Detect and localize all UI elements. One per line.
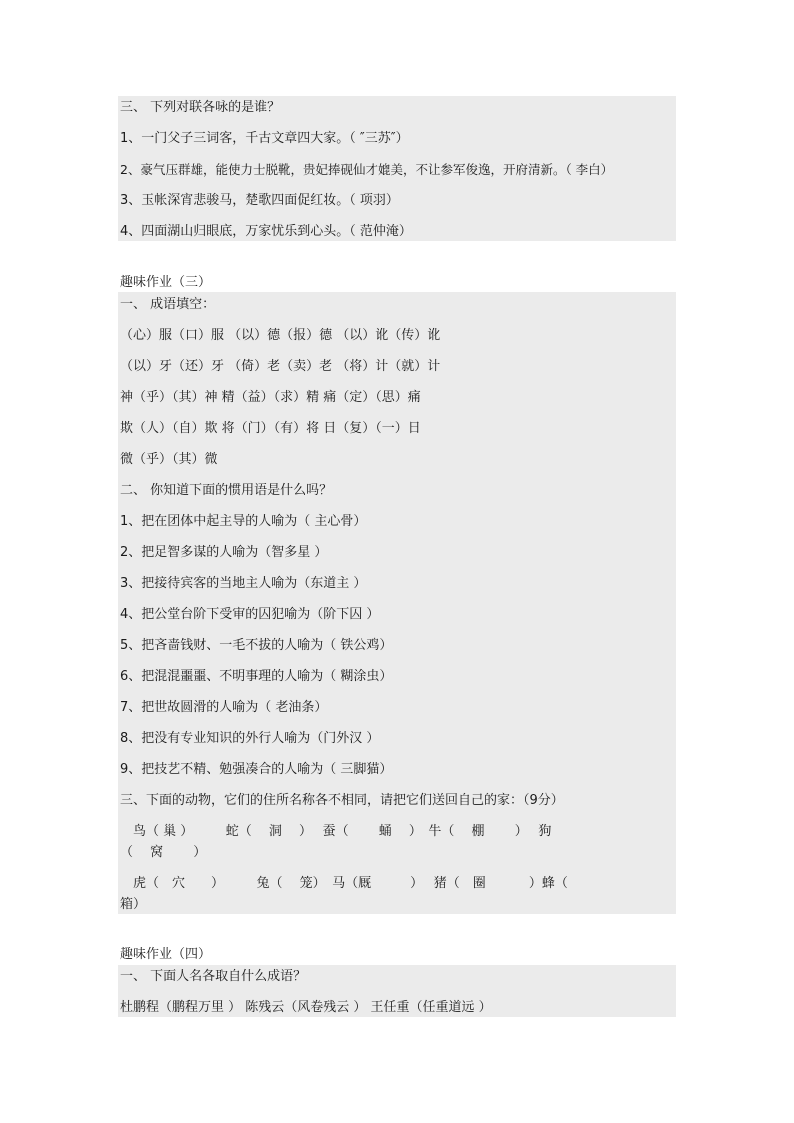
phrase-item: 3、把接待宾客的当地主人喻为（东道主 ） — [120, 576, 367, 591]
animals-section-title: 三、下面的动物，它们的住所名称各不相同，请把它们送回自己的家：（9分） — [120, 793, 564, 808]
animals-row-1-cont: （ 窝 ） — [120, 845, 207, 860]
names-section-title: 一、 下面人名各取自什么成语？ — [120, 969, 307, 984]
idiom-row: 欺（人）（自）欺 将（门）（有）将 日（复）（一）日 — [120, 421, 421, 436]
idiom-row: （以）牙（还）牙 （倚）老（卖）老 （将）计（就）计 — [120, 359, 441, 374]
idiom-section-title: 一、 成语填空： — [120, 297, 216, 312]
section-a-title: 三、 下列对联各咏的是谁？ — [120, 100, 281, 115]
phrase-item: 1、把在团体中起主导的人喻为（ 主心骨） — [120, 514, 367, 529]
idiom-row: 神（乎）（其）神 精（益）（求）精 痛（定）（思）痛 — [120, 390, 421, 405]
couplet-item: 2、豪气压群雄，能使力士脱靴，贵妃捧砚仙才媲美，不让参军俊逸，开府清新。（ 李白） — [120, 162, 614, 177]
phrase-item: 9、把技艺不精、勉强凑合的人喻为（ 三脚猫） — [120, 762, 393, 777]
animals-row-1: 鸟（ 巢 ） 蛇（ 洞 ） 蚕（ 蛹 ） 牛（ 棚 ） 狗 — [120, 824, 552, 839]
phrase-item: 6、把混混噩噩、不明事理的人喻为（ 糊涂虫） — [120, 669, 393, 684]
couplet-item: 1、一门父子三词客，千古文章四大家。（ ″三苏″） — [120, 131, 409, 146]
idiom-row: （心）服（口）服 （以）德（报）德 （以）讹（传）讹 — [120, 328, 441, 343]
idiom-row: 微（乎）（其）微 — [120, 452, 218, 467]
homework4-heading: 趣味作业（四） — [120, 947, 212, 962]
animals-row-2-cont: 箱） — [120, 897, 147, 912]
homework3-heading: 趣味作业（三） — [120, 275, 212, 290]
phrase-item: 4、把公堂台阶下受审的囚犯喻为（阶下囚 ） — [120, 607, 380, 622]
names-line: 杜鹏程（鹏程万里 ） 陈残云（风卷残云 ） 王任重（任重道远 ） — [120, 1000, 492, 1015]
phrase-item: 2、把足智多谋的人喻为（智多星 ） — [120, 545, 328, 560]
phrase-section-title: 二、 你知道下面的惯用语是什么吗？ — [120, 483, 333, 498]
couplet-item: 4、四面湖山归眼底，万家忧乐到心头。（ 范仲淹） — [120, 224, 412, 239]
phrase-item: 8、把没有专业知识的外行人喻为（门外汉 ） — [120, 731, 380, 746]
animals-row-2: 虎（ 穴 ） 兔（ 笼） 马（厩 ） 猪（ 圈 ）蜂（ — [120, 876, 568, 891]
phrase-item: 5、把吝啬钱财、一毛不拔的人喻为（ 铁公鸡） — [120, 638, 393, 653]
phrase-item: 7、把世故圆滑的人喻为（ 老油条） — [120, 700, 328, 715]
homework3-block — [118, 292, 676, 914]
couplet-item: 3、玉帐深宵悲骏马，楚歌四面促红妆。（ 项羽） — [120, 193, 399, 208]
